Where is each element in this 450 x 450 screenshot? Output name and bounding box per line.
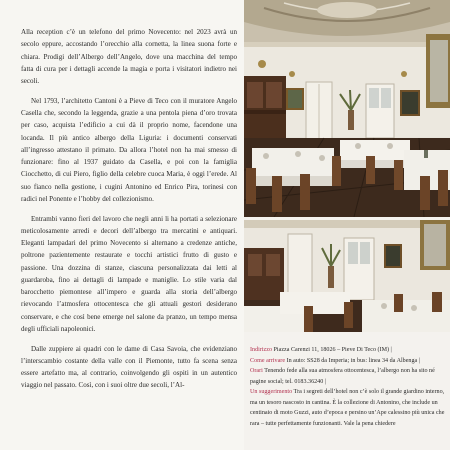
article-body bbox=[21, 26, 237, 399]
info-hours bbox=[250, 366, 446, 387]
article-paragraph: Nel 1793, l’architetto Cantoni è a Pieve di Teco con il muratore Angelo Casella che, secondo la leggenda, grazie a una pentola piena d’oro trovata per caso, acquista l’edificio a cui dà il proprio nome, facendone una locanda. Il più antico albergo della Liguria: i documenti conservati all’ingresso attestano il primato. Da allora l’hotel non ha mai smesso di funzionare: fino al 1937 guidato da Casella, e poi con la famiglia Ciocchetto, di cui Piero, figlio della celebre cuoca Maria, è oggi l’erede. Al suo fianco nella gestione, i cugini Antonino ed Enrico Pira, torinesi con radici nel Ponente e l’hobby del collezionismo. bbox=[21, 96, 237, 203]
info-tip-value: Tra i segreti dell’hotel non c’è solo il grande giardino interno, ma un tesoro nascosto in cantina. È la collezione di Antonino, che include un centinaio di moto Guzzi, auto d’epoca e persino un’Ape calessino più unica che rara – tutte perfettamente funzionanti. Vale la pena chiedere bbox=[250, 389, 445, 427]
info-directions-label: Come arrivare bbox=[250, 357, 286, 364]
practical-info bbox=[250, 345, 446, 429]
info-hours-value: Tenendo fede alla sua atmosfera ottocentesca, l’albergo non ha sito né pagine social; tel. 0183.36240 | bbox=[250, 368, 435, 385]
article-paragraph: Alla reception c’è un telefono del primo Novecento: nel 2023 avrà un secolo eppure, accostando l’orecchio alla cornetta, la linea suona forte e chiara. Prodigi dell’Albergo dell’Angelo, dove una macchina del tempo fatta di cura per i dettagli accende la magia e porta i visitatori indietro nei secoli. bbox=[21, 28, 237, 85]
info-tip bbox=[250, 387, 446, 429]
info-address bbox=[250, 345, 446, 356]
dining-room-photo bbox=[244, 0, 450, 217]
info-directions bbox=[250, 356, 446, 367]
dining-room-detail-photo bbox=[244, 220, 450, 332]
info-hours-label: Orari bbox=[250, 368, 263, 374]
photo-page bbox=[244, 0, 450, 450]
info-address-label: Indirizzo bbox=[250, 347, 272, 353]
info-address-value: Piazza Carenzi 11, 18026 – Pieve Di Teco (IM) | bbox=[273, 347, 392, 353]
info-tip-label: Un suggerimento bbox=[250, 389, 293, 395]
article-paragraph: Dalle zuppiere ai quadri con le dame di Casa Savoia, che evidenziano l’interscambio costante della valle con il Piemonte, tutto fa scena senza essere artefatto ma, al contrario, coinvolgendo gli ospiti in un autentico viaggio nel passato. Così, con i suoi oltre due secoli, l’Al- bbox=[21, 344, 237, 390]
info-directions-value: In auto: SS28 da Imperia; in bus: linea 34 da Albenga | bbox=[286, 357, 420, 364]
article-paragraph: Entrambi vanno fieri del lavoro che negli anni li ha portati a selezionare meticolosamente arredi e decori dell’albergo tra mercatini e antiquari. Eleganti lampadari del primo Novecento si alternano a credenze antiche, poltrone pazientemente restaurate e tocchi artistici frutto di gusto e passione. Una dozzina di stanze, ciascuna personalizzata dai letti al guardaroba, fino ai dettagli di lampade e maniglie. Lo stile varia dal barocchetto piemontese all’impero e guarda alla storia dell’albergo rievocando l’atmosfera ottocentesca che gli attuali gestori desiderano conservare, e che così bene emerge nel salone da pranzo, un tempo mensa degli ufficiali napoleonici. bbox=[21, 214, 237, 333]
